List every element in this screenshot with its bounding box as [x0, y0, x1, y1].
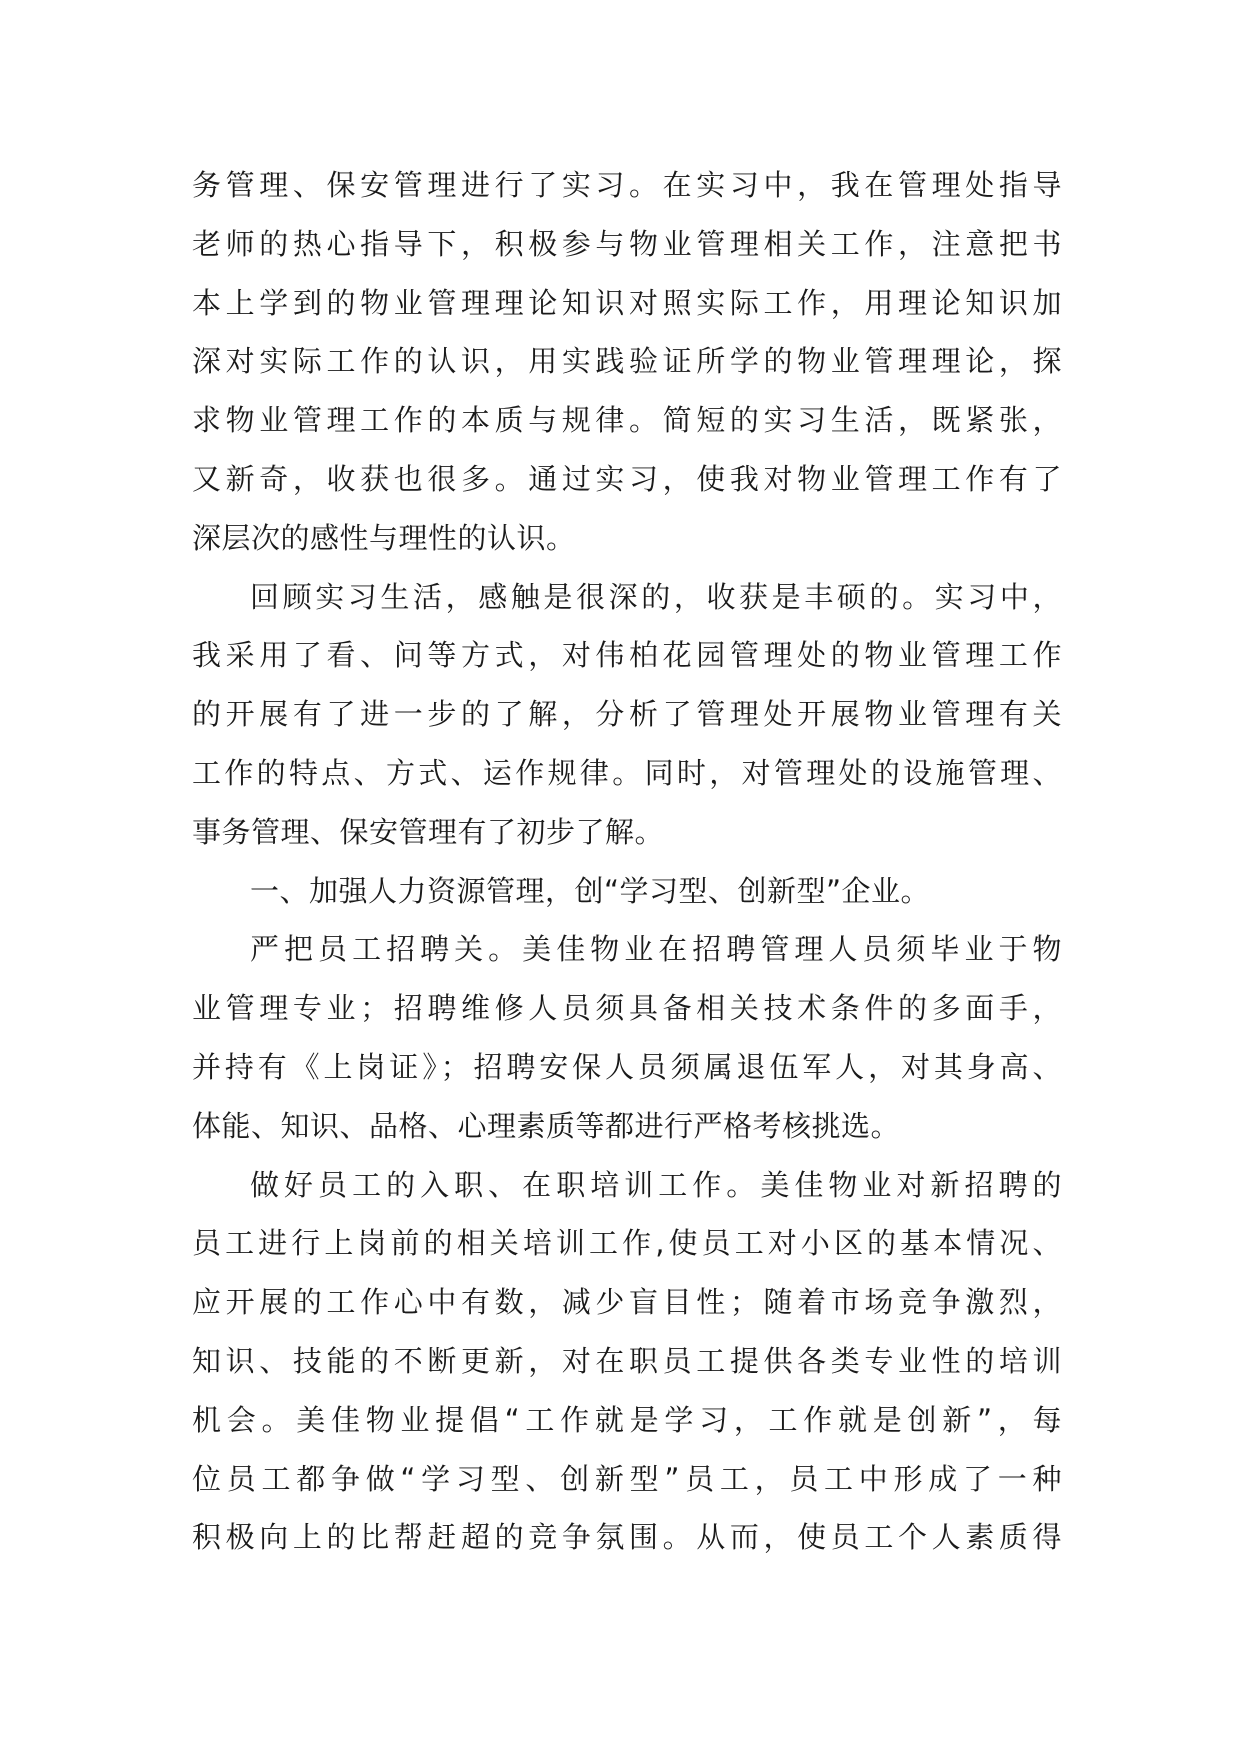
paragraph-2: [192, 568, 1062, 862]
text-line: 深对实际工作的认识，用实践验证所学的物业管理理论，探: [192, 344, 1062, 379]
paragraph-1: [192, 156, 1062, 568]
text-line: 严把员工招聘关。美佳物业在招聘管理人员须毕业于物: [250, 932, 1062, 967]
text-line: 应开展的工作心中有数，减少盲目性；随着市场竞争激烈，: [192, 1285, 1062, 1320]
document-body: [192, 156, 1062, 1567]
text-line: 工作的特点、方式、运作规律。同时，对管理处的设施管理、: [192, 755, 1062, 790]
text-line: 员工进行上岗前的相关培训工作,使员工对小区的基本情况、: [192, 1226, 1062, 1261]
text-line: 回顾实习生活，感触是很深的，收获是丰硕的。实习中，: [250, 579, 1062, 614]
text-line: 事务管理、保安管理有了初步了解。: [192, 814, 665, 849]
text-line: 深层次的感性与理性的认识。: [192, 520, 576, 555]
text-line: 知识、技能的不断更新，对在职员工提供各类专业性的培训: [192, 1343, 1062, 1378]
text-line: 一、加强人力资源管理，创“学习型、创新型”企业。: [250, 873, 931, 908]
text-line: 老师的热心指导下，积极参与物业管理相关工作，注意把书: [192, 226, 1062, 261]
text-line: 积极向上的比帮赶超的竞争氛围。从而，使员工个人素质得: [192, 1520, 1062, 1555]
text-line: 又新奇，收获也很多。通过实习，使我对物业管理工作有了: [192, 461, 1062, 496]
text-line: 业管理专业；招聘维修人员须具备相关技术条件的多面手，: [192, 991, 1062, 1026]
text-line: 体能、知识、品格、心理素质等都进行严格考核挑选。: [192, 1108, 901, 1143]
text-line: 本上学到的物业管理理论知识对照实际工作，用理论知识加: [192, 285, 1062, 320]
text-line: 求物业管理工作的本质与规律。简短的实习生活，既紧张，: [192, 403, 1062, 438]
text-line: 我采用了看、问等方式，对伟柏花园管理处的物业管理工作: [192, 638, 1062, 673]
text-line: 的开展有了进一步的了解，分析了管理处开展物业管理有关: [192, 697, 1062, 732]
text-line: 位员工都争做“学习型、创新型”员工，员工中形成了一种: [192, 1461, 1062, 1496]
text-line: 机会。美佳物业提倡“工作就是学习，工作就是创新”，每: [192, 1402, 1062, 1437]
text-line: 并持有《上岗证》；招聘安保人员须属退伍军人，对其身高、: [192, 1049, 1062, 1084]
text-line: 务管理、保安管理进行了实习。在实习中，我在管理处指导: [192, 168, 1062, 202]
text-line: 做好员工的入职、在职培训工作。美佳物业对新招聘的: [250, 1167, 1062, 1202]
paragraph-4: [192, 920, 1062, 1155]
section-heading: [192, 862, 1062, 921]
paragraph-5: [192, 1156, 1062, 1568]
